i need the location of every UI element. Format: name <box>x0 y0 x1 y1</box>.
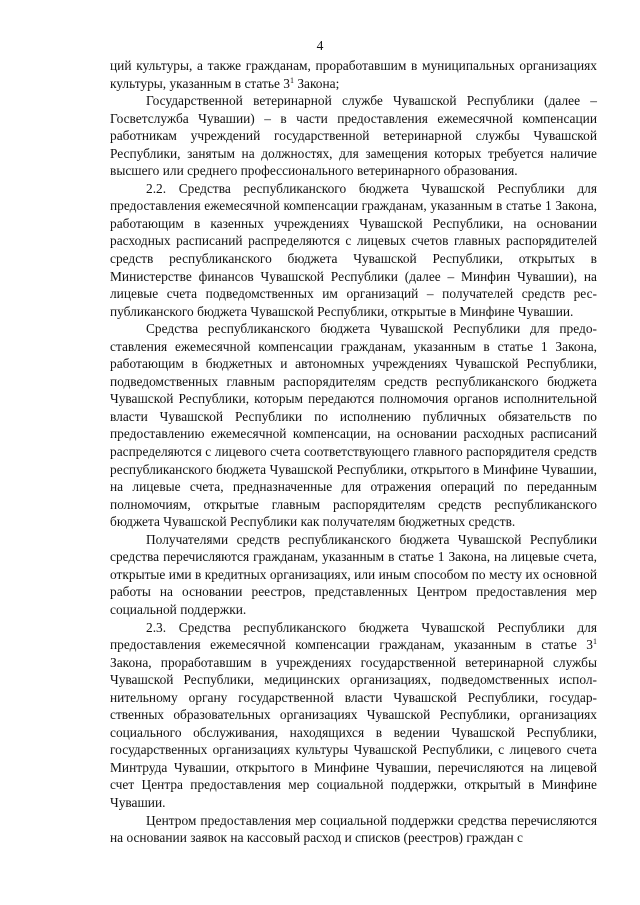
paragraph-budget-institutions: Средства республиканского бюджета Чувашской Республики для предоставления ежемесячной компенсации гражданам, указанным в статье 1 Закона, работающим в бюджетных и автономных учреждениях Чувашской Республики, подведомственных главным распорядителям средств республиканского бюджета Чувашской Республики, которым передаются полномочия органов исполнительной власти Чувашской Республики по исполнению публичных обязательств по предоставлению ежемесячной компенсации, на основании расходных расписаний распределяются с лицевого счета соответствующего главного распорядителя средств республиканского бюджета Чувашской Республики, открытого в Минфине Чувашии, на лицевые счета, предназначенные для отражения операций по переданным полномочиям, открытые главным распорядителям средств республиканского бюджета Чувашской Республики как получателям бюджетных средств. <box>110 321 597 530</box>
paragraph-text: Закона, проработавшим в учреждениях государственной ветеринарной службы Чувашской Республики, медицинских организациях, подведомственных исполнительному органу государственной власти Чувашской Республики, государственных образовательных организациях Чувашской Республики, организациях социального обслуживания, находящихся в ведении Чувашской Республики, государственных организациях культуры Чувашской Республики, с лицевого счета Минтруда Чувашии, открытого в Минфине Чувашии, перечисляются на лицевой счет Центра предоставления мер социальной поддержки, открытый в Минфине Чувашии. <box>110 654 597 810</box>
paragraph-2-2: 2.2. Средства республиканского бюджета Чувашской Республики для предоставления ежемесячной компенсации гражданам, указанным в статье 1 Закона, работающим в казенных учреждениях Чувашской Республики, на основании расходных расписаний распределяются с лицевых счетов главных распорядителей средств республиканского бюджета Чувашской Республики, открытых в Министерстве финансов Чувашской Республики (далее – Минфин Чувашии), на лицевые счета подведомственных им организаций – получателей средств республиканского бюджета Чувашской Республики, открытые в Минфине Чувашии. <box>110 180 597 319</box>
superscript-marker: 1 <box>593 637 597 647</box>
superscript-marker: 1 <box>289 75 294 85</box>
document-body <box>110 57 597 847</box>
paragraph-text: Закона; <box>293 75 340 91</box>
paragraph-2-3 <box>110 619 597 812</box>
paragraph-text: ций культуры, а также гражданам, проработавшим в муниципальных организациях культуры, указанным в статье 3 <box>110 58 597 91</box>
page-number: 4 <box>316 38 324 53</box>
paragraph-vet-service: Государственной ветеринарной службе Чувашской Республики (далее – Госветслужба Чувашии) – в части предоставления ежемесячной компенсации работникам учреждений государственной ветеринарной службы Чувашской Республики, занятым на должностях, для замещения которых требуется наличие высшего или среднего профессионального ветеринарного образования. <box>110 93 597 179</box>
paragraph-center-transfers: Центром предоставления мер социальной поддержки средства перечисляются на основании заявок на кассовый расход и списков (реестров) граждан с <box>110 812 597 846</box>
paragraph-recipients: Получателями средств республиканского бюджета Чувашской Республики средства перечисляются гражданам, указанным в статье 1 Закона, на лицевые счета, открытые ими в кредитных организациях, или иным способом по месту их основной работы на основании реестров, представленных Центром предоставления мер социальной поддержки. <box>110 531 597 617</box>
paragraph-continuation <box>110 57 597 92</box>
paragraph-text: 2.3. Средства республиканского бюджета Чувашской Республики для предоставления ежемесячной компенсации гражданам, указанным в статье 3 <box>110 619 597 653</box>
